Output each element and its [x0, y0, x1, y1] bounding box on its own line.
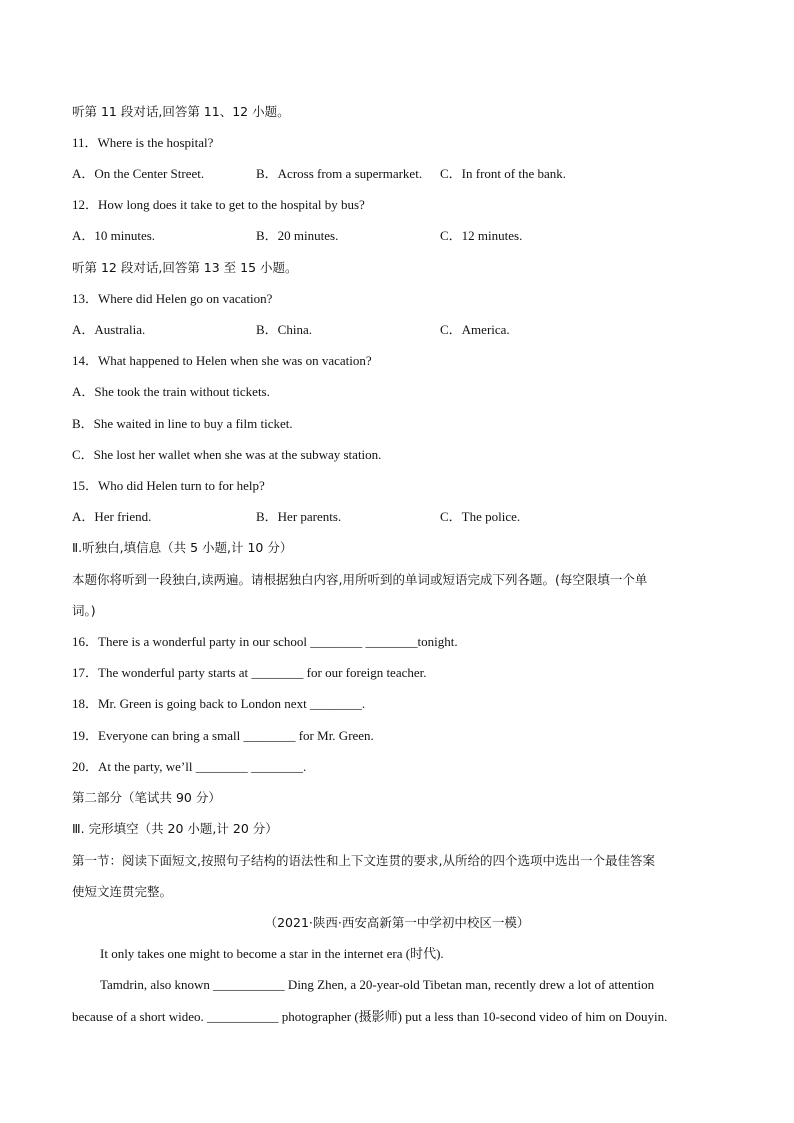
question-11-option-c: C．In front of the bank.	[440, 166, 567, 181]
question-16: 16．There is a wonderful party in our school ________ ________tonight.	[72, 634, 458, 649]
question-12-option-a: A．10 minutes.	[72, 228, 156, 243]
section-1-instruction-line-1: 第一节：阅读下面短文,按照句子结构的语法性和上下文连贯的要求,从所给的四个选项中选出一个最佳答案	[72, 853, 655, 868]
section-12-heading: 听第 12 段对话,回答第 13 至 15 小题。	[72, 260, 298, 275]
written-part-heading: 第二部分（笔试共 90 分）	[72, 790, 221, 805]
question-14-option-c: C．She lost her wallet when she was at the subway station.	[72, 447, 382, 462]
section-1-instruction-line-2: 使短文连贯完整。	[72, 884, 173, 899]
question-11-stem: 11．Where is the hospital?	[72, 135, 214, 150]
passage-line-3: because of a short wideo. ___________ photographer (摄影师) put a less than 10-second video of him on Douyin.	[72, 1009, 668, 1024]
question-19: 19．Everyone can bring a small ________ for Mr. Green.	[72, 728, 374, 743]
question-13-option-a: A．Australia.	[72, 322, 146, 337]
passage-line-2: Tamdrin, also known ___________ Ding Zhen, a 20-year-old Tibetan man, recently drew a lot of attention	[100, 977, 655, 992]
question-18: 18．Mr. Green is going back to London next ________.	[72, 696, 366, 711]
question-13-option-b: B．China.	[256, 322, 312, 337]
question-15-option-b: B．Her parents.	[256, 509, 342, 524]
question-14-stem: 14．What happened to Helen when she was on vacation?	[72, 353, 372, 368]
question-11-option-a: A．On the Center Street.	[72, 166, 205, 181]
passage-source: （2021·陕西·西安高新第一中学初中校区一模）	[264, 915, 530, 930]
question-15-stem: 15．Who did Helen turn to for help?	[72, 478, 265, 493]
question-13-option-c: C．America.	[440, 322, 510, 337]
question-14-option-a: A．She took the train without tickets.	[72, 384, 270, 399]
question-13-stem: 13．Where did Helen go on vacation?	[72, 291, 273, 306]
question-12-option-c: C．12 minutes.	[440, 228, 523, 243]
part-2-instruction-line-2: 词。)	[72, 603, 96, 618]
question-17: 17．The wonderful party starts at ________ for our foreign teacher.	[72, 665, 427, 680]
question-20: 20．At the party, we’ll ________ ________.	[72, 759, 307, 774]
question-12-option-b: B．20 minutes.	[256, 228, 339, 243]
question-15-option-a: A．Her friend.	[72, 509, 152, 524]
part-3-heading: Ⅲ. 完形填空（共 20 小题,计 20 分）	[72, 821, 278, 836]
question-15-option-c: C．The police.	[440, 509, 521, 524]
question-12-stem: 12．How long does it take to get to the hospital by bus?	[72, 197, 365, 212]
passage-line-1: It only takes one might to become a star in the internet era (时代).	[100, 946, 444, 961]
question-14-option-b: B．She waited in line to buy a film ticket.	[72, 416, 293, 431]
part-2-heading: Ⅱ.听独白,填信息（共 5 小题,计 10 分）	[72, 540, 293, 555]
section-11-heading: 听第 11 段对话,回答第 11、12 小题。	[72, 104, 290, 119]
question-11-option-b: B．Across from a supermarket.	[256, 166, 423, 181]
part-2-instruction-line-1: 本题你将听到一段独白,读两遍。请根据独白内容,用所听到的单词或短语完成下列各题。(每空限填一个单	[72, 572, 648, 587]
